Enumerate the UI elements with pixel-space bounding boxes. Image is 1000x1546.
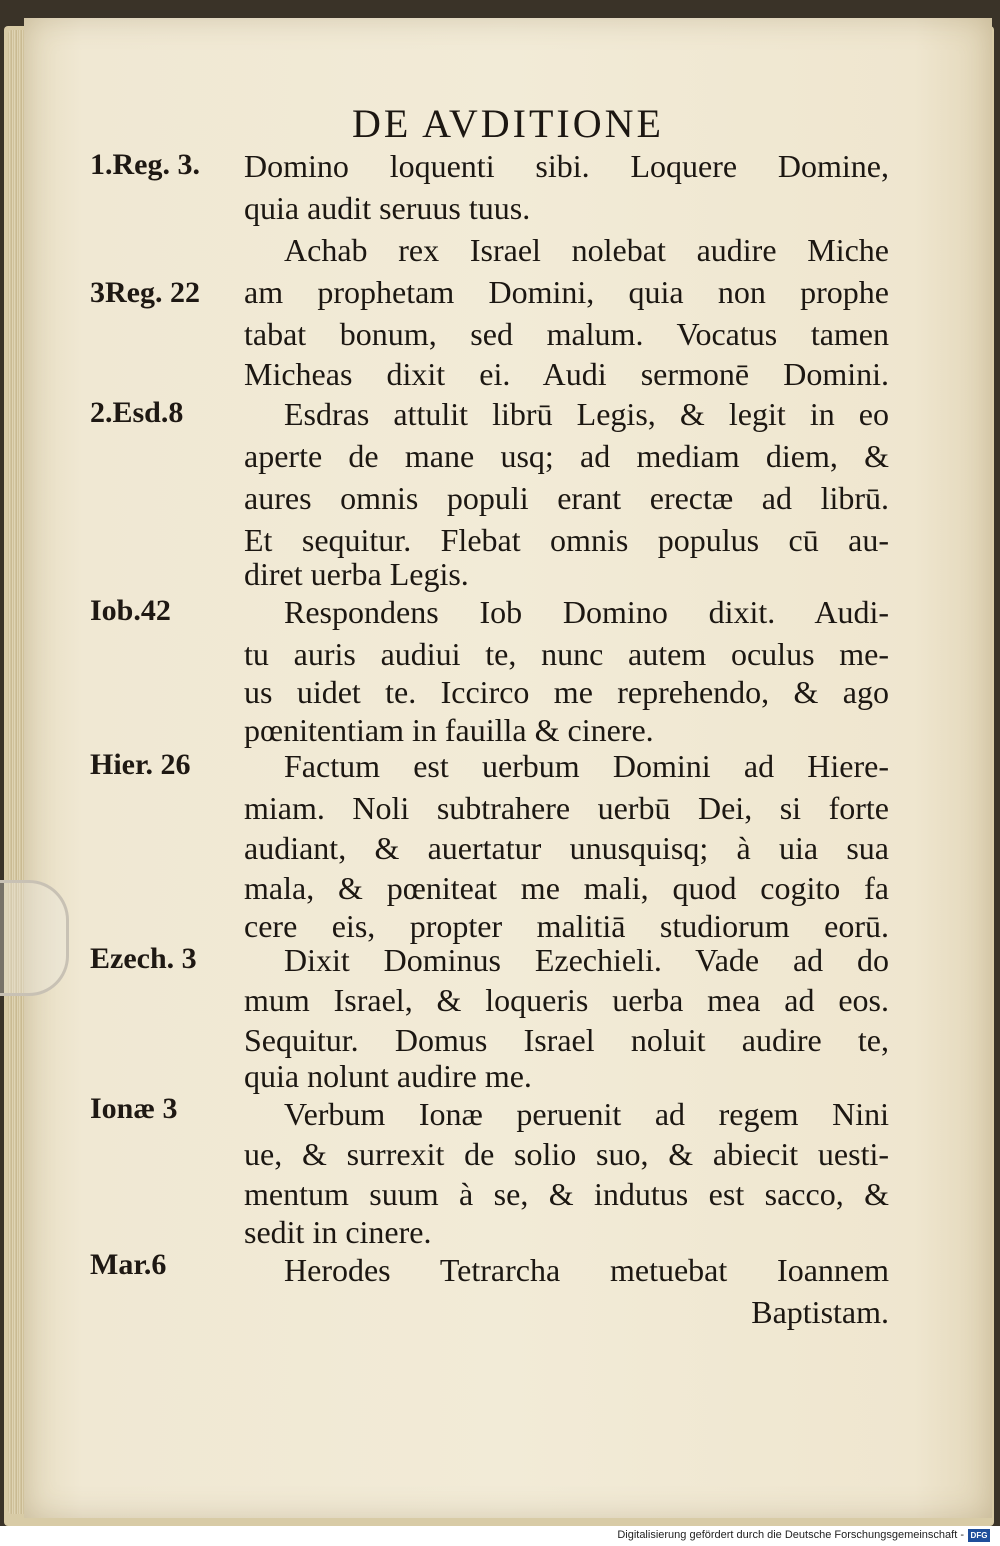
text-line: mum Israel, & loqueris uerba mea ad eos. <box>244 982 889 1018</box>
page-clip <box>0 880 69 996</box>
text-line: mentum suum à se, & indutus est sacco, & <box>244 1176 889 1212</box>
text-line: Dixit Dominus Ezechieli. Vade ad do <box>284 942 889 978</box>
page-stack-edge <box>8 30 24 1514</box>
text-line: quia audit seruus tuus. <box>244 190 531 226</box>
text-line: Et sequitur. Flebat omnis populus cū au- <box>244 522 889 558</box>
text-line: Herodes Tetrarcha metuebat Ioannem <box>284 1252 889 1288</box>
text-line: Achab rex Israel nolebat audire Miche <box>284 232 889 268</box>
margin-reference: Hier. 26 <box>90 748 191 781</box>
text-line: Domino loquenti sibi. Loquere Domine, <box>244 148 889 184</box>
funding-credit: Digitalisierung gefördert durch die Deutsche Forschungsgemeinschaft - <box>617 1529 964 1541</box>
book-page <box>24 18 992 1518</box>
text-line: cere eis, propter malitiā studiorum eorū. <box>244 908 889 944</box>
text-line: tabat bonum, sed malum. Vocatus tamen <box>244 316 889 352</box>
dfg-logo-icon: DFG <box>968 1529 990 1542</box>
text-line: pœnitentiam in fauilla & cinere. <box>244 712 654 748</box>
text-line: Factum est uerbum Domini ad Hiere- <box>284 748 889 784</box>
text-line: us uidet te. Iccirco me reprehendo, & ago <box>244 674 889 710</box>
text-line: ue, & surrexit de solio suo, & abiecit uesti- <box>244 1136 889 1172</box>
margin-reference: Ionæ 3 <box>90 1092 178 1125</box>
text-line: am prophetam Domini, quia non prophe <box>244 274 889 310</box>
text-line: audiant, & auertatur unusquisq; à uia sua <box>244 830 889 866</box>
margin-reference: Iob.42 <box>90 594 171 627</box>
margin-reference: 1.Reg. 3. <box>90 148 200 181</box>
margin-reference: 2.Esd.8 <box>90 396 184 429</box>
text-line: Sequitur. Domus Israel noluit audire te, <box>244 1022 889 1058</box>
text-line: Esdras attulit librū Legis, & legit in eo <box>284 396 889 432</box>
margin-reference: Mar.6 <box>90 1248 167 1281</box>
text-line: Respondens Iob Domino dixit. Audi- <box>284 594 889 630</box>
margin-reference: 3Reg. 22 <box>90 276 200 309</box>
text-line: Verbum Ionæ peruenit ad regem Nini <box>284 1096 889 1132</box>
text-line: mala, & pœniteat me mali, quod cogito fa <box>244 870 889 906</box>
text-line: miam. Noli subtrahere uerbū Dei, si forte <box>244 790 889 826</box>
text-line: aperte de mane usq; ad mediam diem, & <box>244 438 889 474</box>
text-line: Baptistam. <box>751 1294 889 1330</box>
page-heading: DE AVDITIONE <box>352 101 664 146</box>
text-line: tu auris audiui te, nunc autem oculus me- <box>244 636 889 672</box>
text-line: Micheas dixit ei. Audi sermonē Domini. <box>244 356 889 392</box>
margin-reference: Ezech. 3 <box>90 942 197 975</box>
footer-bar <box>0 1526 1000 1546</box>
text-line: sedit in cinere. <box>244 1214 432 1250</box>
text-line: quia nolunt audire me. <box>244 1058 532 1094</box>
text-line: aures omnis populi erant erectæ ad librū. <box>244 480 889 516</box>
text-line: diret uerba Legis. <box>244 556 469 592</box>
